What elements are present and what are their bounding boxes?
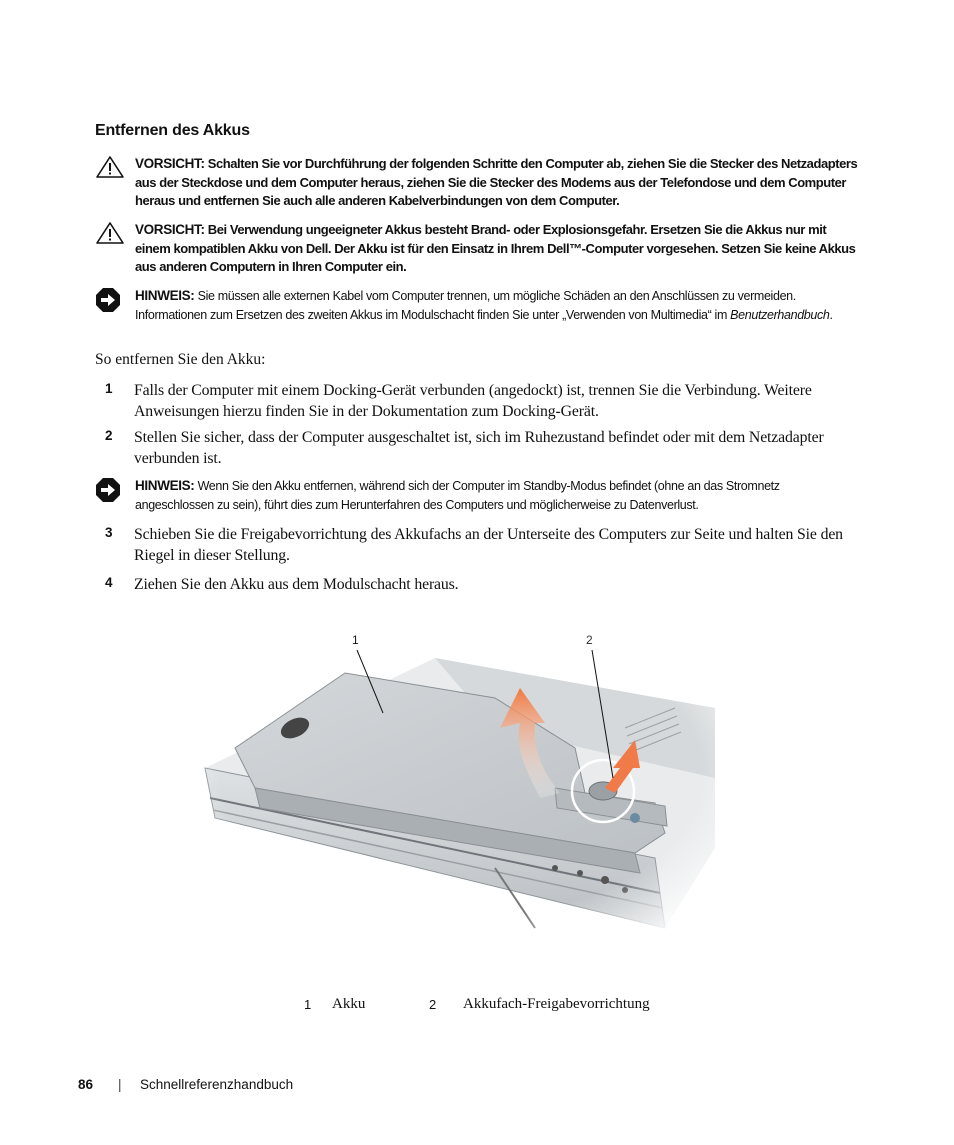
step-text: Schieben Sie die Freigabevorrichtung des Akkufachs an der Unterseite des Computers zur Seite und halten Sie den Riegel in dieser Stellung. [134, 526, 843, 564]
step-text: Stellen Sie sicher, dass der Computer ausgeschaltet ist, sich im Ruhezustand befindet oder mit dem Netzadapter verbunden ist. [134, 429, 824, 467]
caution-notice-1 [95, 155, 860, 211]
note-text: Wenn Sie den Akku entfernen, während sich der Computer im Standby-Modus befindet (ohne an das Stromnetz angeschlossen zu sein), führt dies zum Herunterfahren des Computers und möglicherweise zu Datenverlust. [135, 479, 780, 512]
step-text: Ziehen Sie den Akku aus dem Modulschacht heraus. [134, 576, 459, 593]
step-number: 1 [105, 381, 113, 396]
caution-notice-2 [95, 221, 860, 277]
section-heading: Entfernen des Akkus [95, 122, 250, 139]
warning-triangle-icon [95, 221, 125, 245]
note-text-end: . [829, 307, 833, 322]
note-notice-1 [95, 287, 860, 324]
step-item [105, 427, 865, 469]
intro-text: So entfernen Sie den Akku: [95, 351, 266, 368]
legend-number: 2 [429, 997, 437, 1012]
note-label: HINWEIS: [135, 478, 195, 493]
caution-label: VORSICHT: [135, 222, 205, 237]
legend-label: Akku [332, 996, 366, 1012]
step-number: 4 [105, 575, 113, 590]
step-number: 3 [105, 525, 113, 540]
note-italic-ref: Benutzerhandbuch [730, 307, 830, 322]
caution-text: Bei Verwendung ungeeigneter Akkus besteht Brand- oder Explosionsgefahr. Ersetzen Sie die Akkus nur mit einem kompatiblen Akku von Dell. Der Akku ist für den Einsatz in Ihrem Dell™-Computer vorgesehen. Setzen Sie keine Akkus aus anderen Computern in Ihren Computer ein. [135, 222, 856, 274]
warning-triangle-icon [95, 155, 125, 179]
note-text: Sie müssen alle externen Kabel vom Computer trennen, um mögliche Schäden an den Anschlüssen zu vermeiden. Informationen zum Ersetzen des zweiten Akkus im Modulschacht finden Sie unter „Verwenden von Multimedia“ im [135, 289, 796, 322]
legend-number: 1 [304, 997, 312, 1012]
caution-label: VORSICHT: [135, 156, 205, 171]
battery-removal-illustration [195, 628, 725, 948]
note-notice-2 [95, 477, 860, 514]
step-item [105, 380, 865, 422]
note-label: HINWEIS: [135, 288, 195, 303]
footer-separator: | [118, 1077, 122, 1092]
footer-title: Schnellreferenzhandbuch [140, 1077, 294, 1092]
note-arrow-icon [95, 477, 121, 503]
legend-label: Akkufach-Freigabevorrichtung [463, 996, 650, 1012]
step-text: Falls der Computer mit einem Docking-Gerät verbunden (angedockt) ist, trennen Sie die Verbindung. Weitere Anweisungen hierzu finden Sie in der Dokumentation zum Docking-Gerät. [134, 382, 812, 420]
step-number: 2 [105, 428, 113, 443]
step-item [105, 524, 865, 566]
caution-text: Schalten Sie vor Durchführung der folgenden Schritte den Computer ab, ziehen Sie die Stecker des Netzadapters aus der Steckdose und dem Computer heraus, ziehen Sie die Stecker des Modems aus der Telefondose und dem Computer heraus und entfernen Sie auch alle anderen Kabelverbindungen von dem Computer. [135, 156, 858, 208]
note-arrow-icon [95, 287, 121, 313]
page-number: 86 [78, 1077, 94, 1092]
step-item [105, 574, 865, 595]
